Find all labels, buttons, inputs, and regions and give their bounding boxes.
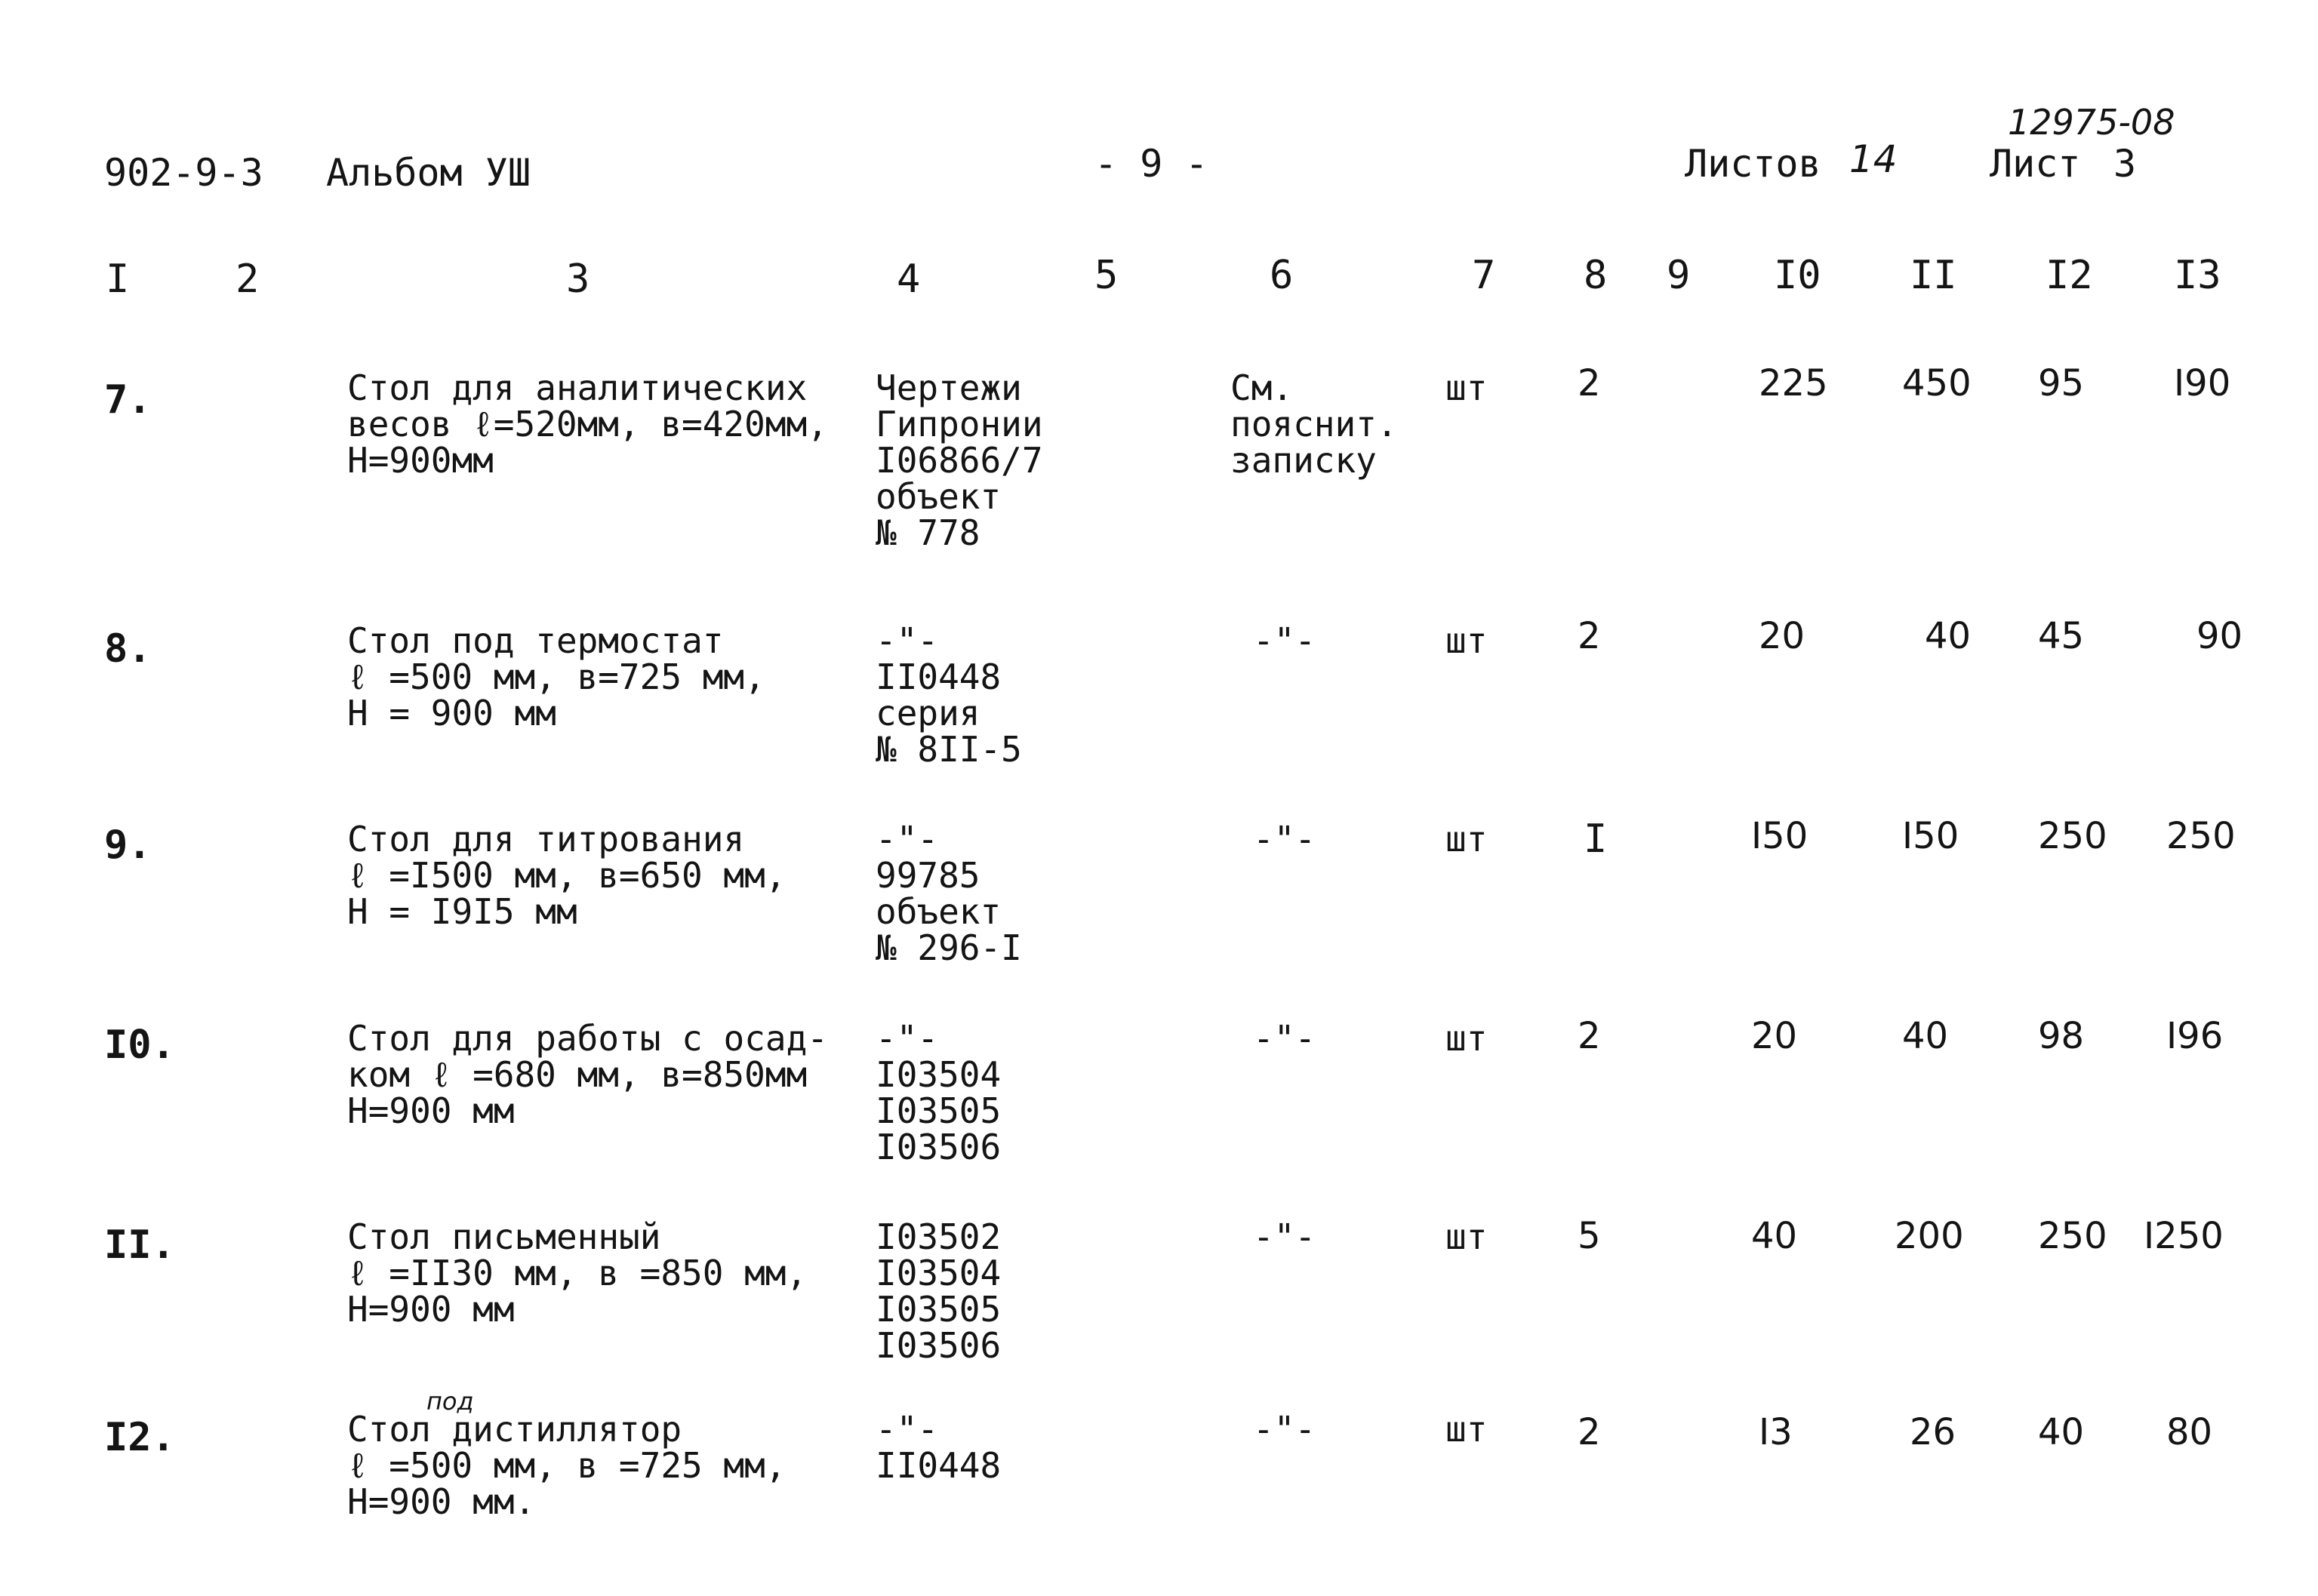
column-header: 8 xyxy=(1584,253,1608,298)
item-unit: шт xyxy=(1445,1216,1488,1257)
item-quantity: 5 xyxy=(1578,1215,1601,1257)
item-name: Стол под термостат ℓ =500 мм, в=725 мм, Н = 900 мм xyxy=(347,620,765,733)
item-col10: I50 xyxy=(1751,815,1809,857)
item-document: I03502 I03504 I03505 I03506 xyxy=(876,1216,1002,1366)
column-header: I2 xyxy=(2046,253,2093,298)
item-name-insertion: под xyxy=(426,1387,474,1416)
column-header: 7 xyxy=(1472,253,1496,298)
item-col12: 98 xyxy=(2038,1015,2085,1057)
item-col12: 40 xyxy=(2038,1411,2085,1453)
sheet-label: Лист xyxy=(1990,142,2081,186)
item-col12: 45 xyxy=(2038,615,2085,657)
item-quantity: 2 xyxy=(1578,362,1601,404)
item-note: -"- xyxy=(1253,620,1316,661)
column-header: II xyxy=(1910,253,1957,298)
item-note: См. пояснит. записку xyxy=(1230,367,1398,481)
item-unit: шт xyxy=(1445,1409,1488,1450)
item-col13: I250 xyxy=(2144,1215,2224,1257)
item-quantity: 2 xyxy=(1578,1411,1601,1453)
item-col11: 200 xyxy=(1895,1215,1964,1257)
item-note: -"- xyxy=(1253,1216,1316,1257)
column-header: I3 xyxy=(2174,253,2221,298)
item-col12: 250 xyxy=(2038,815,2107,857)
sheets-label: Листов xyxy=(1685,142,1821,186)
item-name: Стол письменный ℓ =II30 мм, в =850 мм, Н=900 мм xyxy=(347,1216,808,1330)
item-name: Стол для работы с осад- ком ℓ =680 мм, в=850мм Н=900 мм xyxy=(347,1018,828,1131)
item-col13: 250 xyxy=(2166,815,2236,857)
item-col13: I90 xyxy=(2174,362,2231,404)
item-col11: 26 xyxy=(1910,1411,1956,1453)
column-header: 5 xyxy=(1094,253,1119,298)
item-unit: шт xyxy=(1445,367,1488,408)
item-quantity: I xyxy=(1584,816,1608,862)
item-name: Стол для титрования ℓ =I500 мм, в=650 мм, Н = I9I5 мм xyxy=(347,819,787,932)
item-col11: 450 xyxy=(1902,362,1972,404)
row-number: I2. xyxy=(104,1415,175,1460)
column-header: 3 xyxy=(566,257,590,302)
item-quantity: 2 xyxy=(1578,1015,1601,1057)
item-col12: 250 xyxy=(2038,1215,2107,1257)
row-number: I0. xyxy=(104,1022,175,1068)
stamp-number: 12975-08 xyxy=(2008,102,2175,143)
item-unit: шт xyxy=(1445,620,1488,661)
item-unit: шт xyxy=(1445,819,1488,860)
column-header: 4 xyxy=(897,257,921,302)
item-col11: 40 xyxy=(1925,615,1972,657)
column-header: 9 xyxy=(1667,253,1691,298)
row-number: 9. xyxy=(104,823,152,868)
item-col10: 20 xyxy=(1759,615,1805,657)
item-col10: 225 xyxy=(1759,362,1828,404)
row-number: II. xyxy=(104,1222,175,1268)
item-note: -"- xyxy=(1253,1018,1316,1059)
item-document: -"- II0448 серия № 8II-5 xyxy=(876,620,1022,770)
item-col10: 40 xyxy=(1751,1215,1798,1257)
sheet-number: 3 xyxy=(2113,142,2137,186)
row-number: 8. xyxy=(104,626,152,672)
item-col12: 95 xyxy=(2038,362,2085,404)
item-note: -"- xyxy=(1253,1409,1316,1450)
item-col13: 80 xyxy=(2166,1411,2213,1453)
column-header: 6 xyxy=(1270,253,1294,298)
sheets-count: 14 xyxy=(1849,137,1898,181)
item-document: Чертежи Гипронии I06866/7 объект № 778 xyxy=(876,367,1043,553)
item-document: -"- II0448 xyxy=(876,1409,1002,1486)
album-label: Альбом УШ xyxy=(326,151,531,195)
item-col10: 20 xyxy=(1751,1015,1798,1057)
item-col13: 90 xyxy=(2196,615,2243,657)
item-document: -"- I03504 I03505 I03506 xyxy=(876,1018,1002,1167)
item-unit: шт xyxy=(1445,1018,1488,1059)
column-header: I0 xyxy=(1774,253,1821,298)
page-number: - 9 - xyxy=(1094,142,1208,186)
column-header: 2 xyxy=(235,257,260,302)
item-col11: 40 xyxy=(1902,1015,1949,1057)
item-name: Стол дистиллятор ℓ =500 мм, в =725 мм, Н=900 мм. xyxy=(347,1409,787,1522)
item-col13: I96 xyxy=(2166,1015,2224,1057)
item-document: -"- 99785 объект № 296-I xyxy=(876,819,1022,968)
document-code: 902-9-3 xyxy=(104,151,263,195)
item-col11: I50 xyxy=(1902,815,1959,857)
column-header: I xyxy=(106,257,130,302)
item-note: -"- xyxy=(1253,819,1316,860)
item-quantity: 2 xyxy=(1578,615,1601,657)
item-col10: I3 xyxy=(1759,1411,1793,1453)
item-name: Стол для аналитических весов ℓ=520мм, в=420мм, Н=900мм xyxy=(347,367,828,481)
row-number: 7. xyxy=(104,377,152,423)
